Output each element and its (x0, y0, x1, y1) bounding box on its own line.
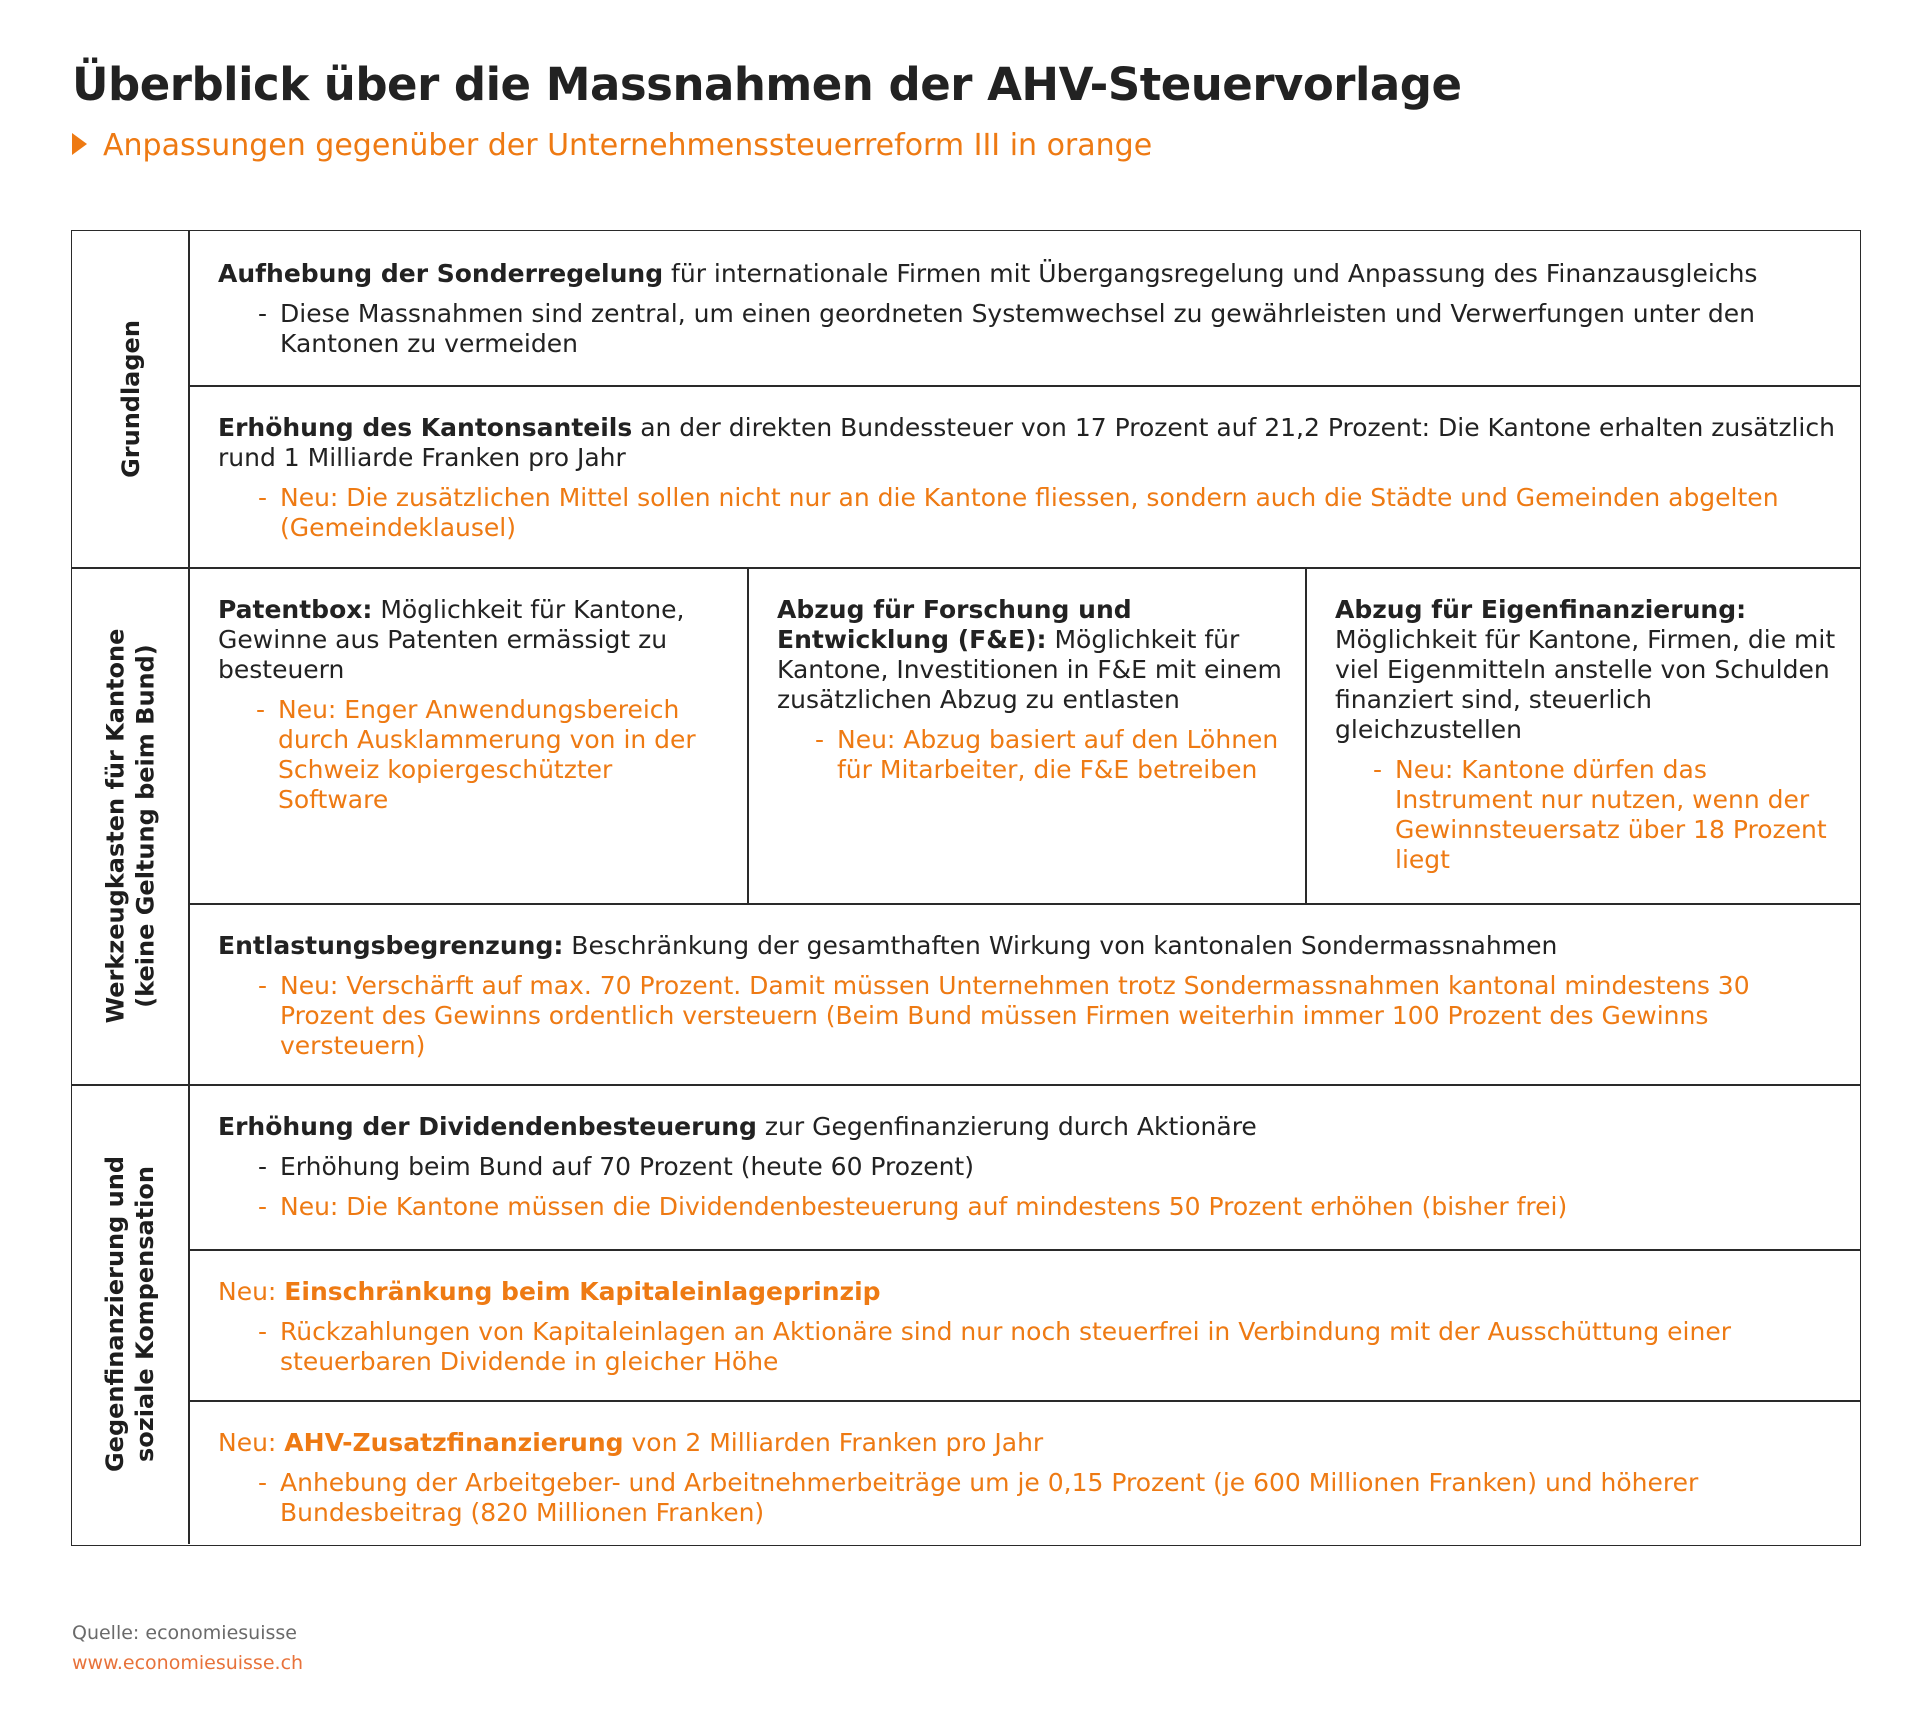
cell-heading: Abzug für Eigenfinanzierung: Möglichkeit für Kantone, Firmen, die mit viel Eigenmitteln anstelle von Schulden finanziert sind, steuerlich gleichzustellen (1335, 595, 1836, 744)
section-label-grundlagen (72, 231, 189, 567)
cell-heading: Erhöhung der Dividendenbesteuerung zur Gegenfinanzierung durch Aktionäre (218, 1112, 1257, 1141)
bullet-item-new: - Neu: Die zusätzlichen Mittel sollen nicht nur an die Kantone fliessen, sondern auch die Städte und Gemeinden abgelten (Gemeindeklausel) (218, 483, 1838, 543)
cell-kapitaleinlage (218, 1249, 1838, 1387)
bullet-item-new: - Neu: Kantone dürfen das Instrument nur nutzen, wenn der Gewinnsteuersatz über 18 Prozent liegt (1335, 755, 1843, 875)
bullet-item-new: - Neu: Verschärft auf max. 70 Prozent. Damit müssen Unternehmen trotz Sondermassnahmen kantonal mindestens 30 Prozent des Gewinns ordentlich versteuern (Beim Bund müssen Firmen weiterhin immer 100 Prozent des Gewinns versteuern) (218, 971, 1838, 1061)
cell-heading: Erhöhung des Kantonsanteils an der direkten Bundessteuer von 17 Prozent auf 21,2 Prozent: Die Kantone erhalten zusätzlich rund 1 Milliarde Franken pro Jahr (218, 413, 1835, 472)
cell-heading: Neu: AHV-Zusatzfinanzierung von 2 Milliarden Franken pro Jahr (218, 1428, 1044, 1457)
cell-heading: Neu: Einschränkung beim Kapitaleinlageprinzip (218, 1277, 881, 1306)
cell-heading: Entlastungsbegrenzung: Beschränkung der gesamthaften Wirkung von kantonalen Sondermassnahmen (218, 931, 1558, 960)
source-credit: Quelle: economiesuisse (72, 1622, 297, 1644)
bullet-item-new: - Neu: Abzug basiert auf den Löhnen für Mitarbeiter, die F&E betreiben (777, 725, 1287, 785)
cell-sonderregelung (218, 231, 1838, 369)
cell-entlastung (218, 903, 1838, 1071)
section-label-line: Gegenfinanzierung und (101, 1155, 130, 1473)
cell-patentbox (218, 567, 730, 825)
bullet-item-new: - Rückzahlungen von Kapitaleinlagen an Aktionäre sind nur noch steuerfrei in Verbindung mit der Ausschüttung einer steuerbaren Dividende in gleicher Höhe (218, 1317, 1838, 1377)
page-title: Überblick über die Massnahmen der AHV-Steuervorlage (72, 58, 1462, 111)
bullet-item: - Diese Massnahmen sind zentral, um einen geordneten Systemwechsel zu gewährleisten und Verwerfungen unter den Kantonen zu vermeiden (218, 299, 1838, 359)
source-link[interactable]: www.economiesuisse.ch (72, 1652, 304, 1674)
column-divider (747, 567, 749, 903)
cell-dividenden (218, 1084, 1838, 1232)
section-label-line: soziale Kompensation (131, 1166, 160, 1463)
subtitle (72, 128, 1152, 163)
section-label-gegenfinanzierung (72, 1084, 189, 1544)
cell-heading: Patentbox: Möglichkeit für Kantone, Gewinne aus Patenten ermässigt zu besteuern (218, 595, 685, 684)
cell-heading: Abzug für Forschung und Entwicklung (F&E): Möglichkeit für Kantone, Investitionen in F&E mit einem zusätzlichen Abzug zu entlasten (777, 595, 1282, 714)
subtitle-text: Anpassungen gegenüber der Unternehmenssteuerreform III in orange (103, 128, 1153, 163)
bullet-item-new: - Anhebung der Arbeitgeber- und Arbeitnehmerbeiträge um je 0,15 Prozent (je 600 Millionen Franken) und höherer Bundesbeitrag (820 Millionen Franken) (218, 1468, 1838, 1528)
section-label-line: (keine Geltung beim Bund) (131, 643, 160, 1008)
bullet-item-new: - Neu: Enger Anwendungsbereich durch Ausklammerung von in der Schweiz kopiergeschützter Software (218, 695, 730, 815)
bullet-item-new: - Neu: Die Kantone müssen die Dividendenbesteuerung auf mindestens 50 Prozent erhöhen (bisher frei) (218, 1192, 1838, 1222)
cell-ahv (218, 1400, 1838, 1538)
measures-table (71, 230, 1861, 1546)
cell-eigenfinanzierung (1335, 567, 1843, 885)
column-divider (1305, 567, 1307, 903)
section-label-werkzeugkasten (72, 567, 189, 1084)
triangle-bullet-icon (72, 133, 87, 155)
cell-heading: Aufhebung der Sonderregelung für internationale Firmen mit Übergangsregelung und Anpassung des Finanzausgleichs (218, 259, 1758, 288)
section-label-line: Grundlagen (116, 320, 145, 478)
cell-kantonsanteil (218, 385, 1838, 553)
section-label-line: Werkzeugkasten für Kantone (101, 628, 130, 1023)
cell-forschung (777, 567, 1287, 795)
bullet-item: - Erhöhung beim Bund auf 70 Prozent (heute 60 Prozent) (218, 1152, 1838, 1182)
footer (72, 1618, 303, 1678)
